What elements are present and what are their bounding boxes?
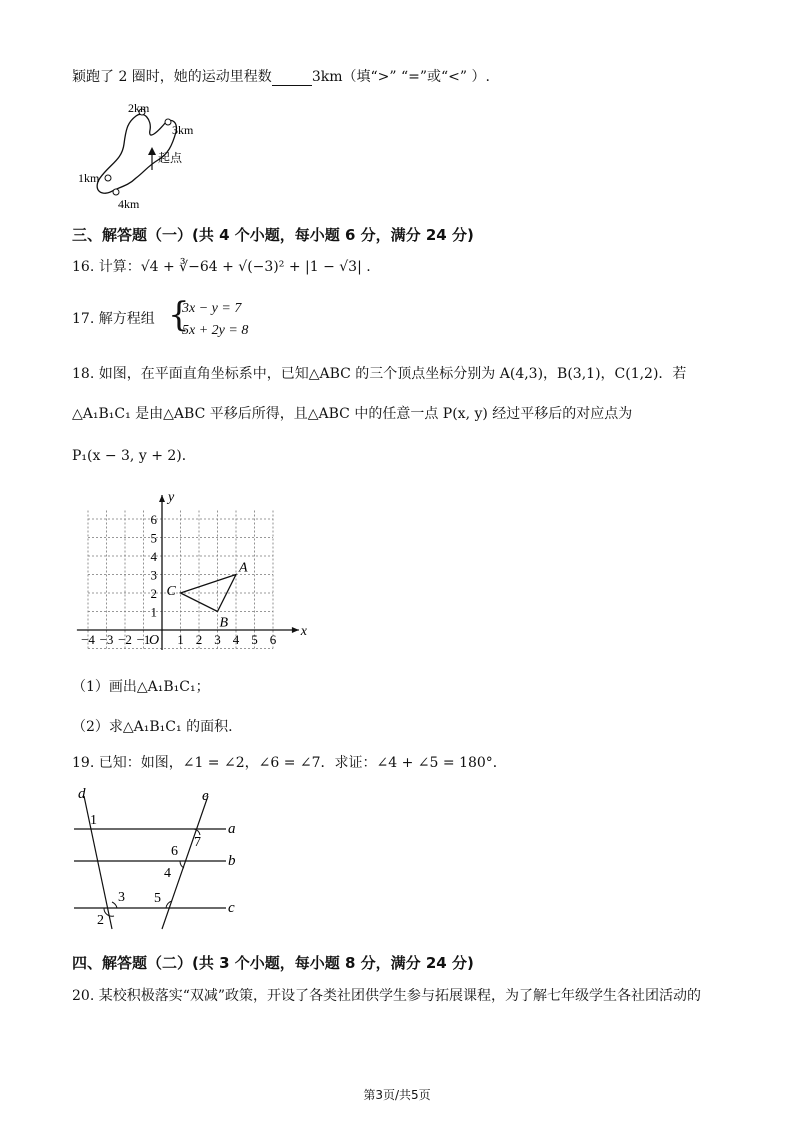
x-axis-label: x: [300, 624, 307, 639]
x-tick-label: −4: [81, 632, 95, 647]
x-tick-label: −2: [118, 632, 132, 647]
label-angle-1: 1: [90, 813, 97, 828]
label-4km: 4km: [118, 197, 140, 211]
point-b-label: B: [219, 615, 229, 631]
x-tick-label: −3: [99, 632, 114, 647]
label-angle-3: 3: [118, 890, 125, 905]
y-tick-label: 6: [150, 512, 157, 527]
q17-prefix: 17. 解方程组: [72, 311, 155, 327]
label-line-b: b: [228, 853, 236, 869]
x-tick-label: 5: [251, 632, 258, 647]
marker-3km: [165, 119, 171, 125]
x-tick-label: 1: [177, 632, 184, 647]
q18-sub-2: （2）求△A₁B₁C₁ 的面积.: [72, 719, 233, 735]
line-e: [162, 796, 208, 929]
point-a-label: A: [239, 560, 248, 576]
q17-equation-2: 5x + 2y = 8: [182, 323, 249, 338]
system-brace: {: [168, 295, 190, 335]
label-start: 起点: [158, 151, 183, 165]
label-angle-6: 6: [171, 844, 178, 859]
q15-text-after: 3km（填“>” “=”或“<” ）.: [311, 69, 490, 85]
label-angle-5: 5: [154, 891, 161, 906]
label-3km: 3km: [172, 123, 194, 137]
q18-line-1: 18. 如图，在平面直角坐标系中，已知△ABC 的三个顶点坐标分别为 A(4,3)，B(3,1)，C(1,2)．若: [72, 366, 687, 382]
label-1km: 1km: [78, 171, 100, 185]
page-footer: 第3页/共5页: [363, 1088, 431, 1102]
origin-label: O: [149, 633, 160, 648]
y-tick-label: 3: [150, 567, 157, 583]
q19-text: 19. 已知：如图，∠1 = ∠2，∠6 = ∠7．求证：∠4 + ∠5 = 180°．: [72, 755, 507, 771]
y-tick-label: 1: [150, 604, 157, 620]
x-tick-label: 4: [232, 632, 240, 647]
x-tick-label: −1: [136, 632, 151, 647]
q15-answer-blank[interactable]: [272, 71, 312, 86]
label-angle-2: 2: [97, 913, 104, 928]
y-axis-arrow: [159, 495, 165, 502]
parallel-lines-figure: [66, 784, 256, 934]
section4-heading: 四、解答题（二）(共 3 个小题，每小题 8 分，满分 24 分): [72, 954, 474, 972]
arc-angle-3: [112, 902, 117, 908]
label-2km: 2km: [128, 101, 150, 115]
section3-heading: 三、解答题（一）(共 4 个小题，每小题 6 分，满分 24 分): [72, 226, 474, 244]
x-tick-label: 6: [269, 632, 277, 647]
q18-sub-1: （1）画出△A₁B₁C₁；: [72, 679, 210, 695]
q16-text: 16. 计算：√4 + ∛−64 + √(−3)² + |1 − √3| .: [72, 259, 371, 275]
q18-line-3: P₁(x − 3, y + 2)．: [72, 448, 196, 464]
q15-text-before: 颖跑了 2 圈时，她的运动里程数: [72, 69, 272, 85]
x-axis-arrow: [292, 627, 299, 633]
x-tick-label: 3: [214, 632, 221, 647]
coordinate-grid-figure: [70, 480, 310, 650]
marker-4km: [113, 189, 119, 195]
label-line-d: d: [78, 786, 86, 802]
y-axis-label: y: [168, 489, 175, 505]
label-angle-7: 7: [194, 835, 201, 850]
q20-text: 20. 某校积极落实“双减”政策，开设了各类社团供学生参与拓展课程，为了解七年级学生各社团活动的: [72, 988, 702, 1004]
q15-line: [72, 68, 490, 86]
y-tick-label: 5: [150, 530, 157, 546]
point-c-label: C: [166, 584, 176, 599]
label-angle-4: 4: [164, 866, 171, 881]
label-line-a: a: [228, 821, 236, 837]
y-tick-label: 4: [150, 549, 157, 564]
q15-track-figure: [72, 98, 212, 216]
label-line-e: e: [202, 788, 209, 804]
q17-equation-1: 3x − y = 7: [182, 301, 242, 316]
y-tick-label: 2: [150, 586, 157, 601]
start-arrow-head: [148, 147, 156, 155]
label-line-c: c: [228, 900, 235, 916]
line-d: [84, 796, 112, 929]
marker-1km: [105, 175, 111, 181]
x-tick-label: 2: [195, 632, 203, 647]
q18-line-2: △A₁B₁C₁ 是由△ABC 平移后所得，且△ABC 中的任意一点 P(x, y) 经过平移后的对应点为: [72, 406, 633, 422]
